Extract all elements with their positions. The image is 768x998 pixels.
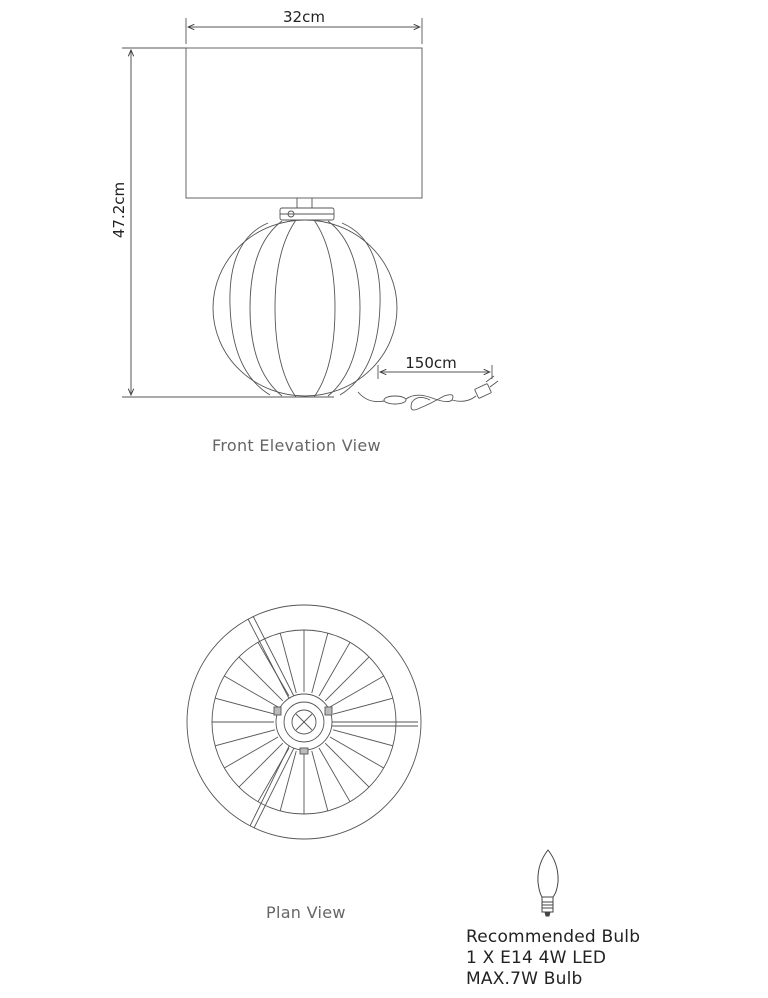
- front-elevation: [122, 18, 498, 410]
- height-dimension: [122, 48, 290, 397]
- plan-rib-line: [325, 657, 369, 701]
- lamp-fitting: [280, 198, 334, 220]
- plan-view: [187, 605, 421, 839]
- plan-centre-fitting: [274, 694, 332, 754]
- plan-rib-line: [239, 743, 283, 787]
- lamp-shade: [186, 48, 422, 198]
- plan-rib-line: [239, 657, 283, 701]
- power-cable: [358, 376, 498, 410]
- height-label: 47.2cm: [110, 181, 128, 239]
- cable-length-label: 150cm: [405, 354, 457, 372]
- width-label: 32cm: [283, 8, 325, 26]
- lamp-base-ball: [213, 220, 397, 397]
- candle-bulb-icon: [538, 850, 558, 916]
- plan-view-caption: Plan View: [266, 903, 346, 922]
- plan-rib-line: [325, 743, 369, 787]
- recommended-bulb-info: [466, 927, 640, 990]
- bulb-spec-line1: 1 X E14 4W LED: [466, 948, 607, 968]
- front-elevation-caption: Front Elevation View: [212, 436, 381, 455]
- plug-icon: [475, 376, 498, 398]
- bulb-title: Recommended Bulb: [466, 927, 641, 947]
- bulb-spec-line2: MAX.7W Bulb: [466, 969, 583, 989]
